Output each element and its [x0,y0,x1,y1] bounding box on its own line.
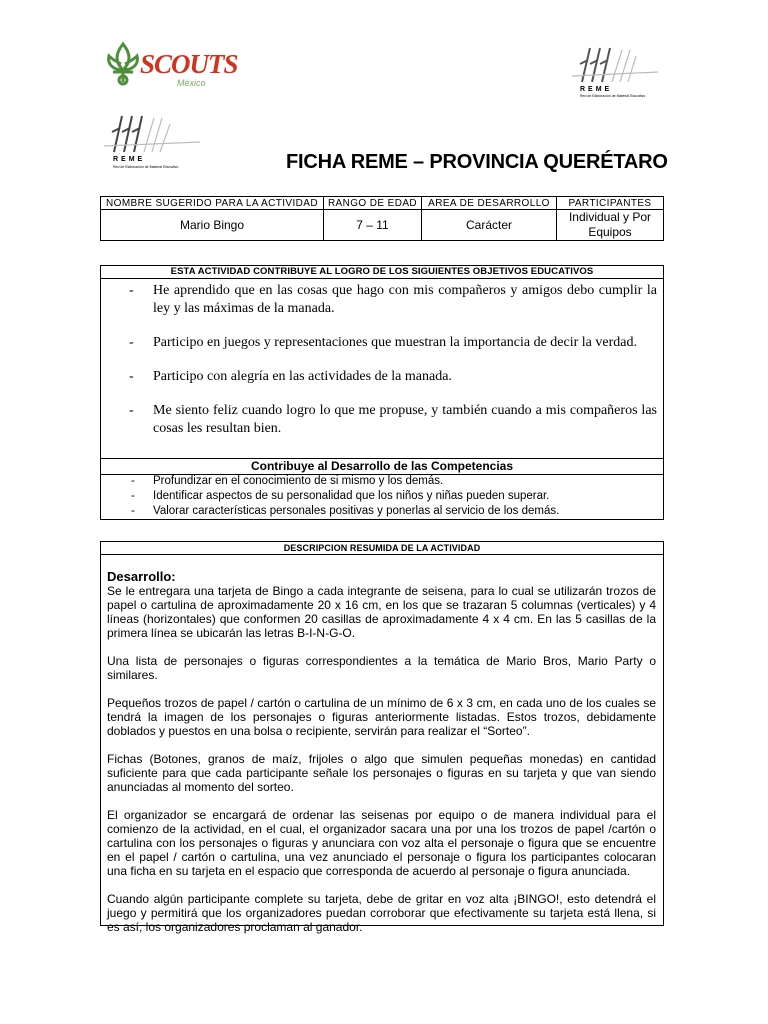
competencias-list [101,474,663,519]
list-item: - Participo en juegos y representaciones que muestran la importancia de decir la verdad. [129,335,637,350]
header-development-area: AREA DE DESARROLLO [422,197,557,210]
list-item: - He aprendido que en las cosas que hago con mis compañeros y amigos debo cumplir la ley y las máximas de la manada. [129,283,657,316]
description-paragraph: Cuando algún participante complete su tarjeta, debe de gritar en voz alta ¡BINGO!, esto detendrá el juego y permitirá que los organizadores puedan corroborar que efectivamente su tarjeta está llena, si es así, los organizadores proclaman al ganador. [107,892,656,934]
description-paragraph: Se le entregara una tarjeta de Bingo a cada integrante de seisena, para lo cual se utilizarán trozos de papel o cartulina de aproximadamente 20 x 16 cm, en los que se trazaran 5 columnas (verticales) y 4 líneas (horizontales) que conformen 20 casillas de aproximadamente 4 x 4 cm. En las 5 casillas de la primera línea se ubicarán las letras B-I-N-G-O. [107,584,656,640]
reme-sub-left: Red de Elaboración de Material Educativo [113,165,179,169]
list-item: - Participo con alegría en las actividades de la manada. [129,369,452,384]
page-title: FICHA REME – PROVINCIA QUERÉTARO [286,151,668,173]
objectives-header: ESTA ACTIVIDAD CONTRIBUYE AL LOGRO DE LOS SIGUIENTES OBJETIVOS EDUCATIVOS [101,266,663,279]
description-subtitle: Desarrollo: [107,569,176,584]
age-range: 7 – 11 [324,210,422,241]
reme-emblem-icon [568,42,668,86]
reme-emblem-icon [100,108,210,156]
participants: Individual y Por Equipos [557,210,664,241]
activity-name: Mario Bingo [101,210,324,241]
objectives-section [100,265,664,520]
list-item: - Identificar aspectos de su personalidad que los niños y niñas pueden superar. [131,490,550,502]
description-paragraph: Una lista de personajes o figuras correspondientes a la temática de Mario Bros, Mario Party o similares. [107,654,656,682]
reme-sub-top: Red de Elaboración de Material Educativo [580,94,646,98]
fleur-de-lis-icon [103,40,143,86]
header-activity-name: NOMBRE SUGERIDO PARA LA ACTIVIDAD [101,197,324,210]
list-item: - Profundizar en el conocimiento de si mismo y los demás. [131,475,444,487]
objectives-list [101,279,663,438]
reme-logo-top [568,42,668,102]
header-participants: PARTICIPANTES [557,197,664,210]
description-paragraph: Fichas (Botones, granos de maíz, frijoles o algo que simulen pequeñas monedas) en cantidad suficiente para que cada participante señale los personajes o figuras en su tarjeta y que van siendo anunciadas al momento del sorteo. [107,752,656,794]
reme-label-left: REME [113,156,146,163]
list-item: - Valorar características personales positivas y ponerlas al servicio de los demás. [131,505,560,517]
description-section [100,541,664,934]
header-age-range: RANGO DE EDAD [324,197,422,210]
table-row [101,210,664,241]
description-paragraph: Pequeños trozos de papel / cartón o cartulina de un mínimo de 6 x 3 cm, en cada uno de los cuales se tendrá la imagen de los personajes o figuras anteriormente listadas. Estos trozos, debidamente doblados y puestos en una bolsa o recipiente, servirán para realizar el “Sorteo”. [107,696,656,738]
table-header-row [101,197,664,210]
description-header: DESCRIPCION RESUMIDA DE LA ACTIVIDAD [101,542,663,555]
reme-label-top: REME [580,86,613,93]
development-area: Carácter [422,210,557,241]
description-paragraph: El organizador se encargará de ordenar las seisenas por equipo o de manera individual para el comienzo de la actividad, en el cual, el organizador sacara una por una los trozos de papel /cartón o cartulina con los personajes o figuras y anunciara con voz alta el personaje o figura que se encuentre en el papel / cartón o cartulina, una vez anunciado el personaje o figura los participantes colocaran una ficha en su tarjeta en el espacio que corresponda de acuerdo al personaje o figura anunciada. [107,808,656,878]
scouts-country: México [177,78,206,88]
competencias-header: Contribuye al Desarrollo de las Competencias [101,458,663,475]
activity-info-table [100,196,664,241]
description-body [101,555,663,934]
scouts-wordmark: SCOUTS [140,49,238,79]
list-item: - Me siento feliz cuando logro lo que me propuse, y también cuando a mis compañeros las cosas les resultan bien. [129,403,657,436]
